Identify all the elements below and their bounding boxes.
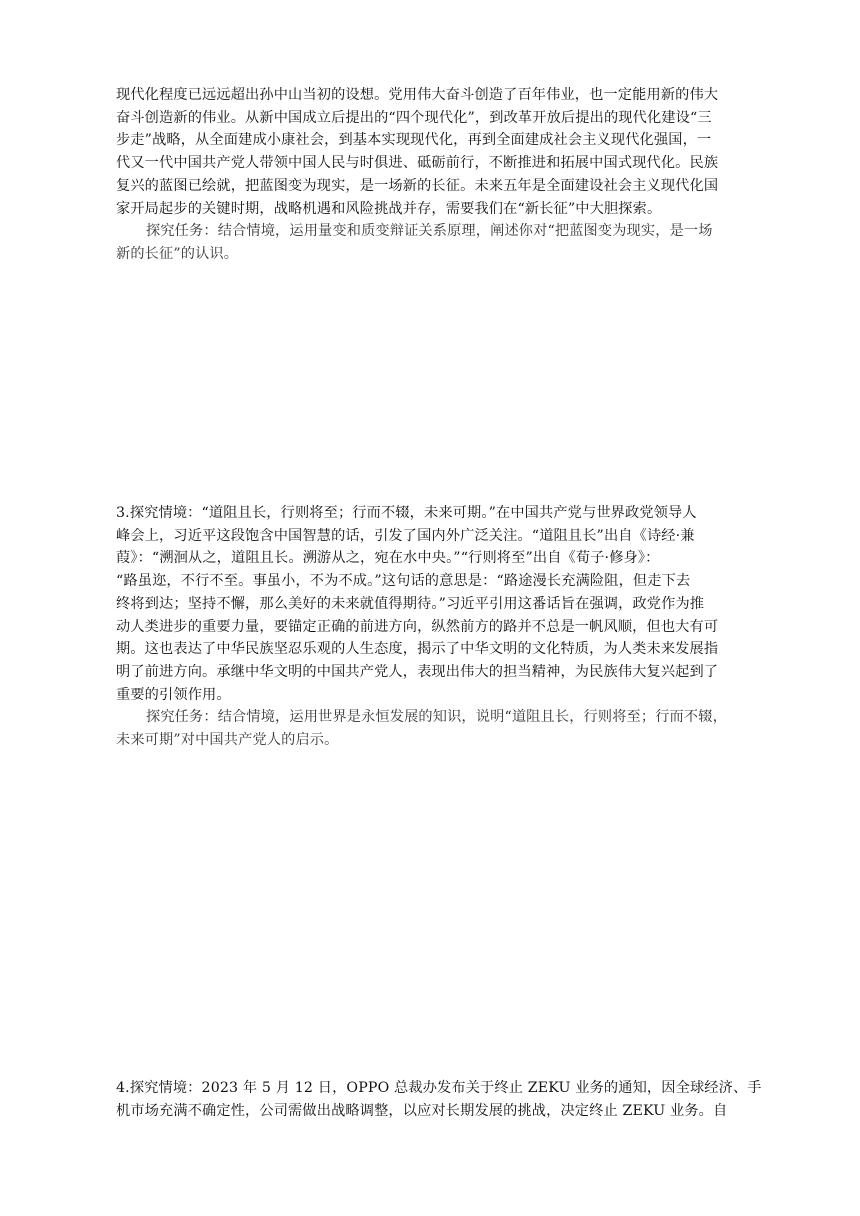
task-line: 探究任务：结合情境，运用世界是永恒发展的知识，说明“道阻且长，行则将至；行而不辍， (146, 709, 727, 726)
question-line: “路虽迩，不行不至。事虽小，不为不成。”这句话的意思是：“路途漫长充满险阻，但走下去 (116, 573, 691, 590)
question-line: 4.探究情境：2023 年 5 月 12 日，OPPO 总裁办发布关于终止 ZEKU 业务的通知，因全球经济、手 (116, 1080, 762, 1096)
question-line: 机市场充满不确定性，公司需做出战略调整，以应对长期发展的挑战，决定终止 ZEKU 业务。自 (116, 1102, 728, 1119)
passage-line: 家开局起步的关键时期，战略机遇和风险挑战并存，需要我们在“新长征”中大胆探索。 (116, 200, 662, 217)
question-line: 期。这也表达了中华民族坚忍乐观的人生态度，揭示了中华文明的文化特质，为人类未来发展指 (116, 641, 719, 658)
passage-line: 步走”战略，从全面建成小康社会，到基本实现现代化，再到全面建成社会主义现代化强国，一 (116, 132, 712, 149)
passage-line: 复兴的蓝图已绘就，把蓝图变为现实，是一场新的长征。未来五年是全面建设社会主义现代化国 (116, 177, 719, 194)
question-line: 3.探究情境：“道阻且长，行则将至；行而不辍，未来可期。”在中国共产党与世界政党领导人 (116, 505, 697, 521)
question-3 (116, 502, 756, 752)
question-line: 重要的引领作用。 (116, 686, 231, 703)
passage-line: 代又一代中国共产党人带领中国人民与时俱进、砥砺前行，不断推进和拓展中国式现代化。民族 (116, 155, 719, 172)
question-line: 峰会上，习近平这段饱含中国智慧的话，引发了国内外广泛关注。“道阻且长”出自《诗经·兼 (116, 527, 695, 544)
passage-line: 奋斗创造新的伟业。从新中国成立后提出的“四个现代化”，到改革开放后提出的现代化建设“三 (116, 109, 712, 126)
task-line: 探究任务：结合情境，运用量变和质变辩证关系原理，阐述你对“把蓝图变为现实，是一场 (146, 223, 713, 240)
task-line: 未来可期”对中国共产党人的启示。 (116, 732, 339, 749)
passage-1 (116, 84, 756, 266)
question-line: 终将到达；坚持不懈，那么美好的未来就值得期待。”习近平引用这番话旨在强调，政党作为推 (116, 595, 705, 612)
passage-line: 现代化程度已远远超出孙中山当初的设想。党用伟大奋斗创造了百年伟业，也一定能用新的伟大 (116, 87, 719, 103)
question-4 (116, 1077, 762, 1122)
question-line: 明了前进方向。承继中华文明的中国共产党人，表现出伟大的担当精神，为民族伟大复兴起到了 (116, 663, 719, 680)
task-line: 新的长征”的认识。 (116, 245, 239, 262)
question-line: 动人类进步的重要力量，要锚定正确的前进方向，纵然前方的路并不总是一帆风顺，但也大有可 (116, 618, 719, 635)
question-line: 葭》：“溯洄从之，道阻且长。溯游从之，宛在水中央。”“行则将至”出自《荀子·修身》： (116, 550, 660, 567)
